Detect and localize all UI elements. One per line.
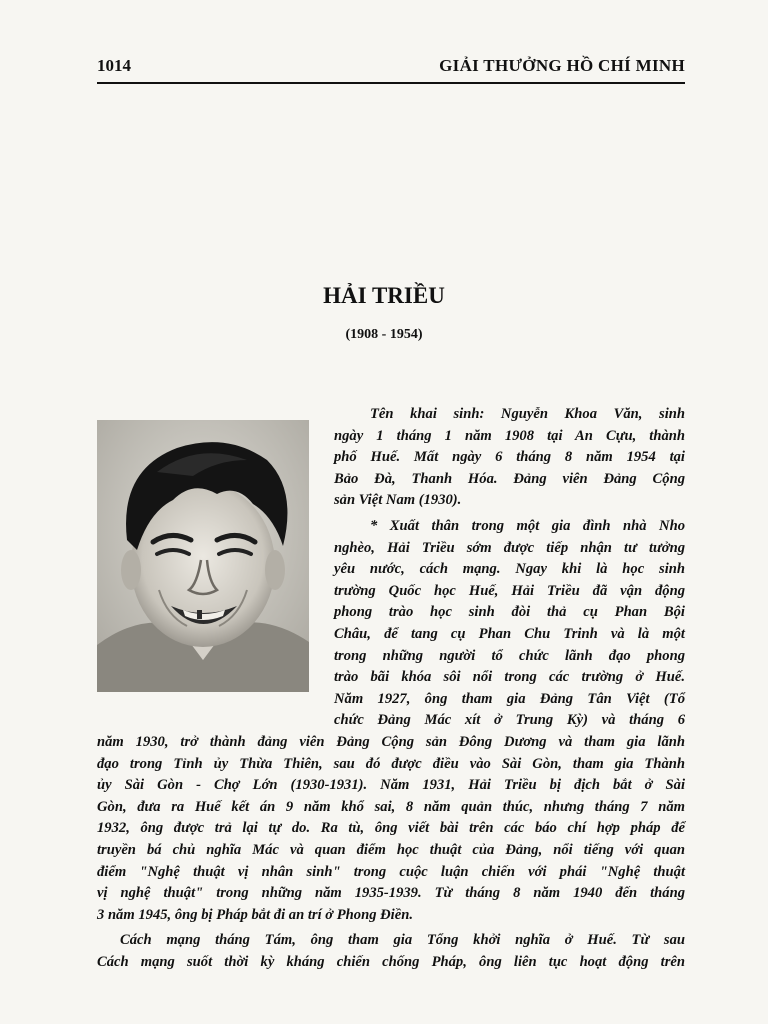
running-title: GIẢI THƯỞNG HỒ CHÍ MINH: [439, 56, 685, 75]
life-years: (1908 - 1954): [345, 327, 423, 342]
text-line: yêu nước, cách mạng. Ngay khi là học sinh: [334, 561, 685, 578]
text-line: nghèo, Hải Triều sớm được tiếp nhận tư tưởng: [334, 539, 685, 556]
text-line: ủy Sài Gòn - Chợ Lớn (1930-1931). Năm 1931, Hải Triều bị địch bắt ở Sài: [97, 777, 685, 794]
text-line: năm 1930, trở thành đảng viên Đảng Cộng sản Đông Dương và tham gia lãnh: [97, 734, 685, 750]
text-line: trong những người tổ chức lãnh đạo phong: [334, 647, 685, 664]
text-line: 3 năm 1945, ông bị Pháp bắt đi an trí ở Phong Điền.: [97, 906, 413, 923]
text-line: Cách mạng suốt thời kỳ kháng chiến chống Pháp, ông liên tục hoạt động trên: [97, 953, 685, 970]
text-line: truyền bá chủ nghĩa Mác và quan điểm học thuật của Đảng, nổi tiếng với quan: [97, 842, 685, 858]
text-line: * Xuất thân trong một gia đình nhà Nho: [370, 518, 685, 534]
text-line: Tên khai sinh: Nguyễn Khoa Văn, sinh: [370, 406, 685, 422]
running-header: [97, 56, 685, 84]
text-line: phong trào học sinh đòi thả cụ Phan Bội: [334, 604, 685, 621]
text-line: đạo trong Tỉnh ủy Thừa Thiên, sau đó được điều vào Sài Gòn, tham gia Thành: [97, 755, 685, 772]
text-line: điểm "Nghệ thuật vị nhân sinh" trong cuộc luận chiến với phái "Nghệ thuật: [97, 863, 685, 880]
portrait-photo: [97, 420, 309, 692]
text-line: Năm 1927, ông tham gia Đảng Tân Việt (Tổ: [334, 690, 685, 707]
portrait-photo-icon: [97, 420, 309, 692]
page-title: HẢI TRIỀU: [323, 283, 445, 308]
text-line: trào bãi khóa sôi nổi trong các trường ở Huế.: [334, 669, 685, 686]
text-line: Gòn, đưa ra Huế kết án 9 năm khổ sai, 8 năm quản thúc, nhưng tháng 7 năm: [97, 798, 685, 815]
text-line: Cách mạng tháng Tám, ông tham gia Tổng khởi nghĩa ở Huế. Từ sau: [120, 932, 685, 948]
text-line: chức Đảng Mác xít ở Trung Kỳ) và tháng 6: [334, 712, 685, 729]
text-line: Châu, để tang cụ Phan Chu Trinh và là một: [334, 626, 685, 642]
text-line: Bảo Đà, Thanh Hóa. Đảng viên Đảng Cộng: [334, 470, 685, 487]
text-line: ngày 1 tháng 1 năm 1908 tại An Cựu, thành: [334, 427, 685, 444]
page-number: 1014: [97, 56, 131, 75]
text-line: trường Quốc học Huế, Hải Triều đã vận động: [334, 582, 685, 599]
text-line: sản Việt Nam (1930).: [334, 492, 462, 509]
text-line: phố Huế. Mất ngày 6 tháng 8 năm 1954 tại: [334, 449, 685, 466]
text-line: 1932, ông được trả lại tự do. Ra tù, ông viết bài trên các báo chí hợp pháp để: [97, 820, 685, 837]
text-line: vị nghệ thuật" trong những năm 1935-1939. Từ tháng 8 năm 1940 đến tháng: [97, 885, 685, 902]
